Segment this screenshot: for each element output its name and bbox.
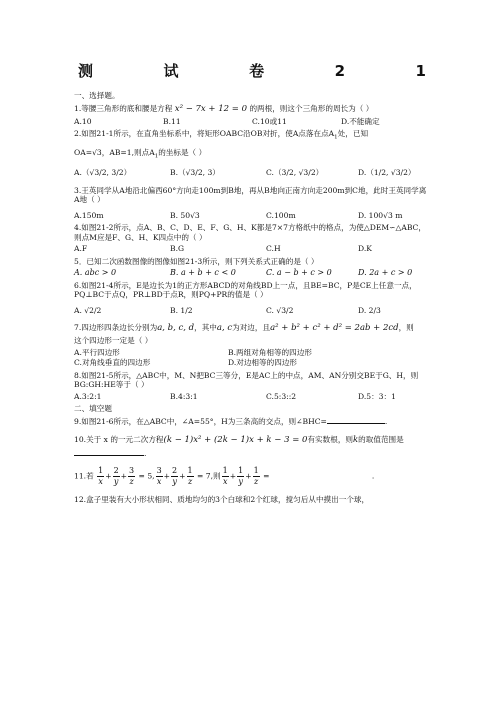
q7-stem-e: 这个四边形一定是（ ） [74,336,153,346]
q6-option-b[interactable]: B. 1/2 [170,305,193,315]
q8-option-c[interactable]: C.5:3::2 [266,391,297,401]
q8-option-b[interactable]: B.4:3:1 [170,391,198,401]
q6-option-a[interactable]: A. √2/2 [74,305,102,315]
q5-option-d[interactable]: D. 2a + c > 0 [358,268,413,277]
q3-option-d[interactable]: D. 100√3 m [358,210,403,220]
q7-options-row-2 [74,358,430,367]
q4-option-c[interactable]: C.H [266,244,281,254]
q2-stem-a: 2.如图21-1所示，在直角坐标系中，将矩形OABC沿OB对折，使A点落在点A [74,129,335,139]
q6-option-c[interactable]: C. √3/2 [266,305,294,315]
q3-options [74,211,430,220]
q7-equation: a² + b² + c² + d² = 2ab + 2cd [270,323,399,334]
q7-option-a[interactable]: A.平行四边形 [74,347,120,357]
q10-answer-blank[interactable] [74,455,144,456]
q6-stem: 6.如图21-4所示，E是边长为1的正方形ABCD的对角线BD上一点，且BE=BC，P是CE上任意一点，PQ⊥BC于点Q，PR⊥BD于点R，则PQ+PR的值是（ ） [74,281,417,300]
q4-options [74,244,430,253]
q2-subscript-2: 1 [154,153,159,160]
q1-option-d[interactable]: D.不能确定 [341,116,380,126]
test-paper: 测 试 卷 2 1 一、选择题。 1.等腰三角形的底和腰是方程 x² − 7x + 12 = 0 的两根，则这个三角形的周长为（ ） A.10 B.11 C.10或11 D.不能确定 2.如图21-1所示，在直角坐标系中，将矩形OABC沿OB对折，使A点落在点$A_1$处，已知 OA=√3，AB=1,则点$A_1$的坐标是（ ） A.（√3/2, 3/2） B.（√3/2, 3） C.（3/2, √3/2） D.（1/2, √3/2） 3.王英同学从A地沿北偏西60°方向走100m到B地，再从B地向正南方向走200m到C地，此时王英同学离A地（ ） A.150m B. 50√3 C.100m D. 100√3 m 4.如图21-2所示，点A、B、C、D、E、F、G、H、K都是7×7方格纸中的格点，为使△DEM∽△ABC，则点M应是F、G、H、K四点中的（ ） A.F B.G C.H D.K 5．已知二次函数图像的图像如图21-3所示，则下列关系式正确的是（ ） A. abc > 0 B. a + b + c < 0 C. a − b + c > 0 D. 2a + c > 0 6.如图21-4所示，E是边长为1的正方形ABCD的对角线BD上一点，且BE=BC，P是CE上任意一点，PQ⊥BC于点Q，PR⊥BD于点R，则PQ+PR的值是（ ） A. √2/2 B. 1/2 C. √3/2 D. 2/3 7.四边形四条边长分别为a, b, c, d，其中a, c为对边，且a² + b² + c² + d² = 2ab + 2cd，则 这个四边形一定是（ ） A.平行四边形 B.两组对角相等的四边形 C.对角线垂直的四边形 D.对边相等的四边形 8.如图21-5所示，△ABC中，M、N把BC三等分，E是AC上的中点，AM、AN分别交BE于G、H，则BG:GH:HE等于（ ） A.3:2:1 B.4:3:1 C.5:3::2 D.5：3：1 二、填空题 9.如图21-6所示，在△ABC中，∠A=55°，H为三条高的交点，则∠BHC= . 10.关于 x 的一元二次方程(k − 1)x² + (2k − 1)x + k − 3 = 0有实数根，则k的取值范围是 . 11.若 $\frac{1}{x}$ + $\frac{2}{y}$ + $\frac{3}{z}$ = 5, $\frac{3}{x}$ + $\frac{2}{y}$ + $\frac{1}{z}$ = 7,则 $\frac{1}{x}$ + $\frac{1}{y}$ + $\frac{1}{z}$ = . 12.盒子里装有大小形状相同、质地均匀的3个白球和2个红球，搅匀后从中摸出一个球， [74,62,430,508]
q10-stem-c: 的取值范围是 [358,434,404,444]
question-4 [74,223,430,253]
title-char-2: 试 [163,62,179,80]
title-char-4: 2 [334,62,346,80]
q11-end: . [371,471,375,481]
question-10 [74,435,430,446]
q10-stem-b: 有实数根，则 [307,434,354,444]
q7-pair: a, c [216,323,233,334]
q2-option-b[interactable]: B.（√3/2, 3） [170,168,220,178]
question-6 [74,281,430,315]
q2-options [74,168,430,177]
q3-option-c[interactable]: C.100m [266,210,296,220]
q1-option-a[interactable]: A.10 [74,116,92,126]
page-title [74,62,430,81]
q3-stem: 3.王英同学从A地沿北偏西60°方向走100m到B地，再从B地向正南方向走200m到C地，此时王英同学离A地（ ） [74,185,427,205]
q6-options [74,306,430,315]
question-8 [74,371,430,401]
question-9: 9.如图21-6所示，在△ABC中，∠A=55°，H为三条高的交点，则∠BHC= . [74,417,388,427]
section-heading-choice: 一、选择题。 [74,90,120,100]
q4-option-a[interactable]: A.F [74,244,88,254]
q3-option-b[interactable]: B. 50√3 [170,210,200,220]
question-11: 11.若 $\frac{1}{x}$ + $\frac{2}{y}$ + $\frac{3}{z}$ = 5, $\frac{3}{x}$ + $\frac{2}{y}$ + $\frac{1}{z}$ = 7,则 $\frac{1}{x}$ + $\frac{1}{y}$ + $\frac{1}{z}$ = . [74,466,375,487]
q7-stem-b: ，其中 [194,323,217,333]
q5-stem: 5．已知二次函数图像的图像如图21-3所示，则下列关系式正确的是（ ） [74,256,319,266]
q7-options-row-1 [74,348,430,357]
q11-suffix: = [263,471,270,481]
q2-option-c[interactable]: C.（3/2, √3/2） [266,168,324,178]
q9-answer-blank[interactable] [327,423,385,424]
q8-options [74,392,430,401]
question-5 [74,257,430,278]
q11-mid-2: = 7,则 [197,471,221,481]
q11-prefix: 11.若 [74,471,94,481]
q5-options [74,268,430,278]
q7-option-b[interactable]: B.两组对角相等的四边形 [228,347,312,357]
q7-vars: a, b, c, d [157,323,195,334]
q2-stem-c: OA=√3，AB=1,则点A [74,147,155,157]
title-char-1: 测 [78,62,94,80]
q1-option-b[interactable]: B.11 [163,116,181,126]
q1-equation: x² − 7x + 12 = 0 [174,104,248,115]
section-heading-fill: 二、填空题 [74,403,112,413]
q2-stem-d: 的坐标是（ ） [158,147,207,157]
q2-option-a[interactable]: A.（√3/2, 3/2） [74,168,132,178]
title-char-3: 卷 [249,62,265,80]
q5-option-a[interactable]: A. abc > 0 [74,268,117,277]
q7-stem-d: ，则 [398,323,414,333]
q7-stem-c: 为对边，且 [232,323,271,333]
q8-option-d[interactable]: D.5：3：1 [358,391,396,401]
question-12: 12.盒子里装有大小形状相同、质地均匀的3个白球和2个红球，搅匀后从中摸出一个球， [74,495,370,505]
q5-option-b[interactable]: B. a + b + c < 0 [170,268,236,277]
q1-option-c[interactable]: C.10或11 [252,116,287,126]
q4-option-d[interactable]: D.K [358,244,372,254]
q2-stem-b: 处，已知 [337,129,369,139]
q6-option-d[interactable]: D. 2/3 [358,305,381,315]
q3-option-a[interactable]: A.150m [74,210,104,220]
q2-subscript-1: 1 [334,134,338,141]
q8-option-a[interactable]: A.3:2:1 [74,391,102,401]
q7-stem-a: 7.四边形四条边长分别为 [74,323,158,333]
question-1 [74,104,430,126]
q4-stem: 4.如图21-2所示，点A、B、C、D、E、F、G、H、K都是7×7方格纸中的格点，为使△DEM∽△ABC，则点M应是F、G、H、K四点中的（ ） [74,223,426,242]
q10-stem-a: 10.关于 x 的一元二次方程 [74,434,164,444]
question-7 [74,323,430,367]
q11-mid-1: = 5, [138,471,155,481]
q9-stem: 9.如图21-6所示，在△ABC中，∠A=55°，H为三条高的交点，则∠BHC= [74,417,327,427]
q1-stem-b: 的两根，则这个三角形的周长为（ ） [249,104,374,114]
q7-option-c[interactable]: C.对角线垂直的四边形 [74,358,151,368]
q1-stem-a: 1.等腰三角形的底和腰是方程 [74,104,173,114]
question-3 [74,186,430,220]
q8-stem: 8.如图21-5所示，△ABC中，M、N把BC三等分，E是AC上的中点，AM、AN分别交BE于G、H，则BG:GH:HE等于（ ） [74,370,419,390]
q10-equation: (k − 1)x² + (2k − 1)x + k − 3 = 0 [163,434,308,445]
q2-option-d[interactable]: D.（1/2, √3/2） [358,168,416,178]
q10-k: k [353,434,359,445]
question-2 [74,129,430,177]
q1-options [74,117,430,126]
q5-option-c[interactable]: C. a − b + c > 0 [266,268,332,277]
q4-option-b[interactable]: B.G [170,244,185,254]
q7-option-d[interactable]: D.对边相等的四边形 [228,358,297,368]
title-char-5: 1 [415,62,426,80]
